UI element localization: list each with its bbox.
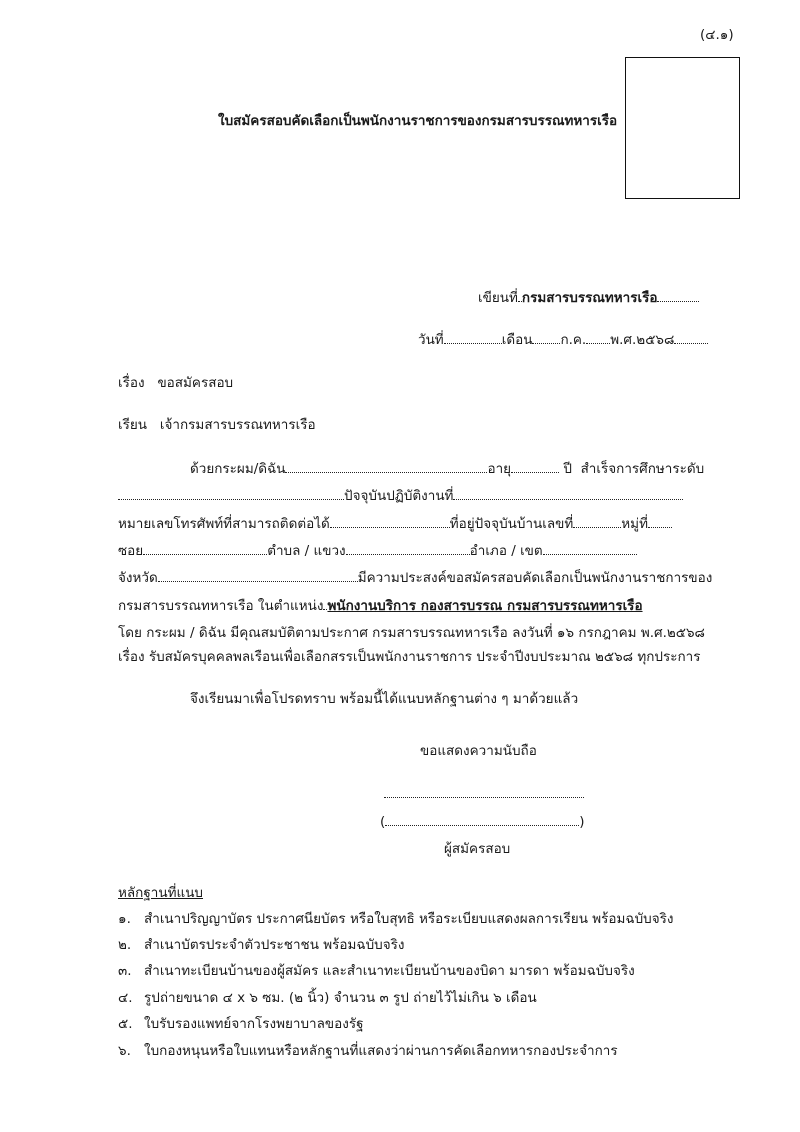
day-label: วันที่ bbox=[418, 332, 444, 348]
to-value: เจ้ากรมสารบรรณทหารเรือ bbox=[159, 417, 316, 433]
close-paren: ) bbox=[579, 814, 585, 830]
soi-field[interactable] bbox=[143, 541, 267, 555]
year-unit: ปี bbox=[563, 461, 572, 477]
qualification-line-1: โดย กระผม / ดิฉัน มีคุณสมบัติตามประกาศ กรมสารบรรณทหารเรือ ลงวันที่ ๑๖ กรกฎาคม พ.ศ.๒๕๖๘ bbox=[118, 625, 705, 641]
position-row bbox=[118, 596, 643, 615]
name-label: ด้วยกระผม/ดิฉัน bbox=[190, 461, 286, 477]
workplace-label: ปัจจุบันปฏิบัติงานที่ bbox=[344, 488, 454, 504]
education-field[interactable] bbox=[118, 486, 344, 500]
dept-prefix: กรมสารบรรณทหารเรือ ในตำแหน่ง bbox=[118, 598, 324, 614]
province-row bbox=[118, 568, 712, 587]
signature-name-field[interactable] bbox=[385, 812, 579, 826]
form-code: (๔.๑) bbox=[700, 27, 734, 43]
phone-label: หมายเลขโทรศัพท์ที่สามารถติดต่อได้ bbox=[118, 516, 330, 532]
education-label: สำเร็จการศึกษาระดับ bbox=[580, 461, 705, 477]
qualification-line-2: เรื่อง รับสมัครบุคคลพลเรือนเพื่อเลือกสรรเป็นพนักงานราชการ ประจำปีงบประมาณ ๒๕๖๘ ทุกประการ bbox=[118, 649, 701, 665]
phone-field[interactable] bbox=[330, 514, 450, 528]
list-item bbox=[118, 989, 537, 1007]
written-at-row bbox=[478, 288, 699, 307]
position-value: พนักงานบริการ กองสารบรรณ กรมสารบรรณทหารเรือ bbox=[327, 598, 643, 614]
subject-value: ขอสมัครสอบ bbox=[157, 375, 234, 391]
month-label: เดือน bbox=[501, 332, 533, 348]
age-label: อายุ bbox=[487, 461, 512, 477]
item-text: ใบกองหนุนหรือใบแทนหรือหลักฐานที่แสดงว่าผ่านการคัดเลือกทหารกองประจำการ bbox=[144, 1043, 618, 1059]
signature-role: ผู้สมัครสอบ bbox=[444, 841, 511, 857]
date-row bbox=[418, 330, 708, 349]
list-item bbox=[118, 910, 673, 928]
item-text: สำเนาทะเบียนบ้านของผู้สมัคร และสำเนาทะเบียนบ้านของบิดา มารดา พร้อมฉบับจริง bbox=[144, 963, 635, 979]
list-item bbox=[118, 1042, 618, 1060]
signature-line[interactable] bbox=[384, 797, 584, 798]
item-text: สำเนาบัตรประจำตัวประชาชน พร้อมฉบับจริง bbox=[144, 937, 405, 953]
item-number: ๒. bbox=[118, 937, 132, 953]
intent-text: มีความประสงค์ขอสมัครสอบคัดเลือกเป็นพนักงานราชการของ bbox=[357, 570, 713, 586]
amphoe-field[interactable] bbox=[543, 541, 637, 555]
written-at-label: เขียนที่ bbox=[478, 290, 518, 306]
signature-name-row bbox=[380, 812, 585, 831]
closing-text: จึงเรียนมาเพื่อโปรดทราบ พร้อมนี้ได้แนบหลักฐานต่าง ๆ มาด้วยแล้ว bbox=[190, 691, 579, 707]
address-field[interactable] bbox=[573, 514, 621, 528]
item-number: ๓. bbox=[118, 963, 132, 979]
amphoe-label: อำเภอ / เขต bbox=[469, 543, 543, 559]
list-item bbox=[118, 936, 404, 954]
workplace-field[interactable] bbox=[453, 486, 683, 500]
item-text: ใบรับรองแพทย์จากโรงพยาบาลของรัฐ bbox=[144, 1016, 364, 1032]
item-text: รูปถ่ายขนาด ๔ x ๖ ซม. (๒ นิ้ว) จำนวน ๓ รูป ถ่ายไว้ไม่เกิน ๖ เดือน bbox=[144, 990, 537, 1006]
tambon-label: ตำบล / แขวง bbox=[267, 543, 346, 559]
name-field[interactable] bbox=[285, 459, 487, 473]
province-label: จังหวัด bbox=[118, 570, 158, 586]
list-item bbox=[118, 1015, 364, 1033]
to-label: เรียน bbox=[118, 417, 148, 433]
day-field[interactable] bbox=[444, 330, 502, 344]
subject-label: เรื่อง bbox=[118, 375, 145, 391]
address-label: ที่อยู่ปัจจุบันบ้านเลขที่ bbox=[449, 516, 574, 532]
province-field[interactable] bbox=[158, 568, 358, 582]
workplace-row bbox=[118, 486, 683, 505]
moo-field[interactable] bbox=[648, 514, 672, 528]
page-title: ใบสมัครสอบคัดเลือกเป็นพนักงานราชการของกรมสารบรรณทหารเรือ bbox=[218, 113, 618, 129]
phone-row bbox=[118, 514, 672, 533]
written-at-value[interactable]: กรมสารบรรณทหารเรือ bbox=[521, 290, 658, 306]
tambon-field[interactable] bbox=[346, 541, 470, 555]
item-text: สำเนาปริญญาบัตร ประกาศนียบัตร หรือใบสุทธิ หรือระเบียบแสดงผลการเรียน พร้อมฉบับจริง bbox=[144, 911, 674, 927]
soi-label: ซอย bbox=[118, 543, 144, 559]
open-paren: ( bbox=[380, 814, 386, 830]
photo-box[interactable] bbox=[625, 57, 740, 199]
year-label: พ.ศ. bbox=[610, 332, 637, 348]
year-value[interactable]: ๒๕๖๘ bbox=[636, 332, 675, 348]
list-item bbox=[118, 962, 635, 980]
subject-row bbox=[118, 374, 233, 392]
soi-row bbox=[118, 541, 637, 560]
attachments-heading: หลักฐานที่แนบ bbox=[118, 885, 204, 901]
item-number: ๖. bbox=[118, 1043, 131, 1059]
month-value[interactable]: ก.ค. bbox=[560, 332, 587, 348]
to-row bbox=[118, 416, 316, 434]
name-row bbox=[190, 459, 704, 478]
item-number: ๔. bbox=[118, 990, 133, 1006]
regards-text: ขอแสดงความนับถือ bbox=[420, 743, 537, 759]
moo-label: หมู่ที่ bbox=[621, 516, 648, 532]
age-field[interactable] bbox=[511, 459, 559, 473]
item-number: ๑. bbox=[118, 911, 131, 927]
item-number: ๕. bbox=[118, 1016, 133, 1032]
